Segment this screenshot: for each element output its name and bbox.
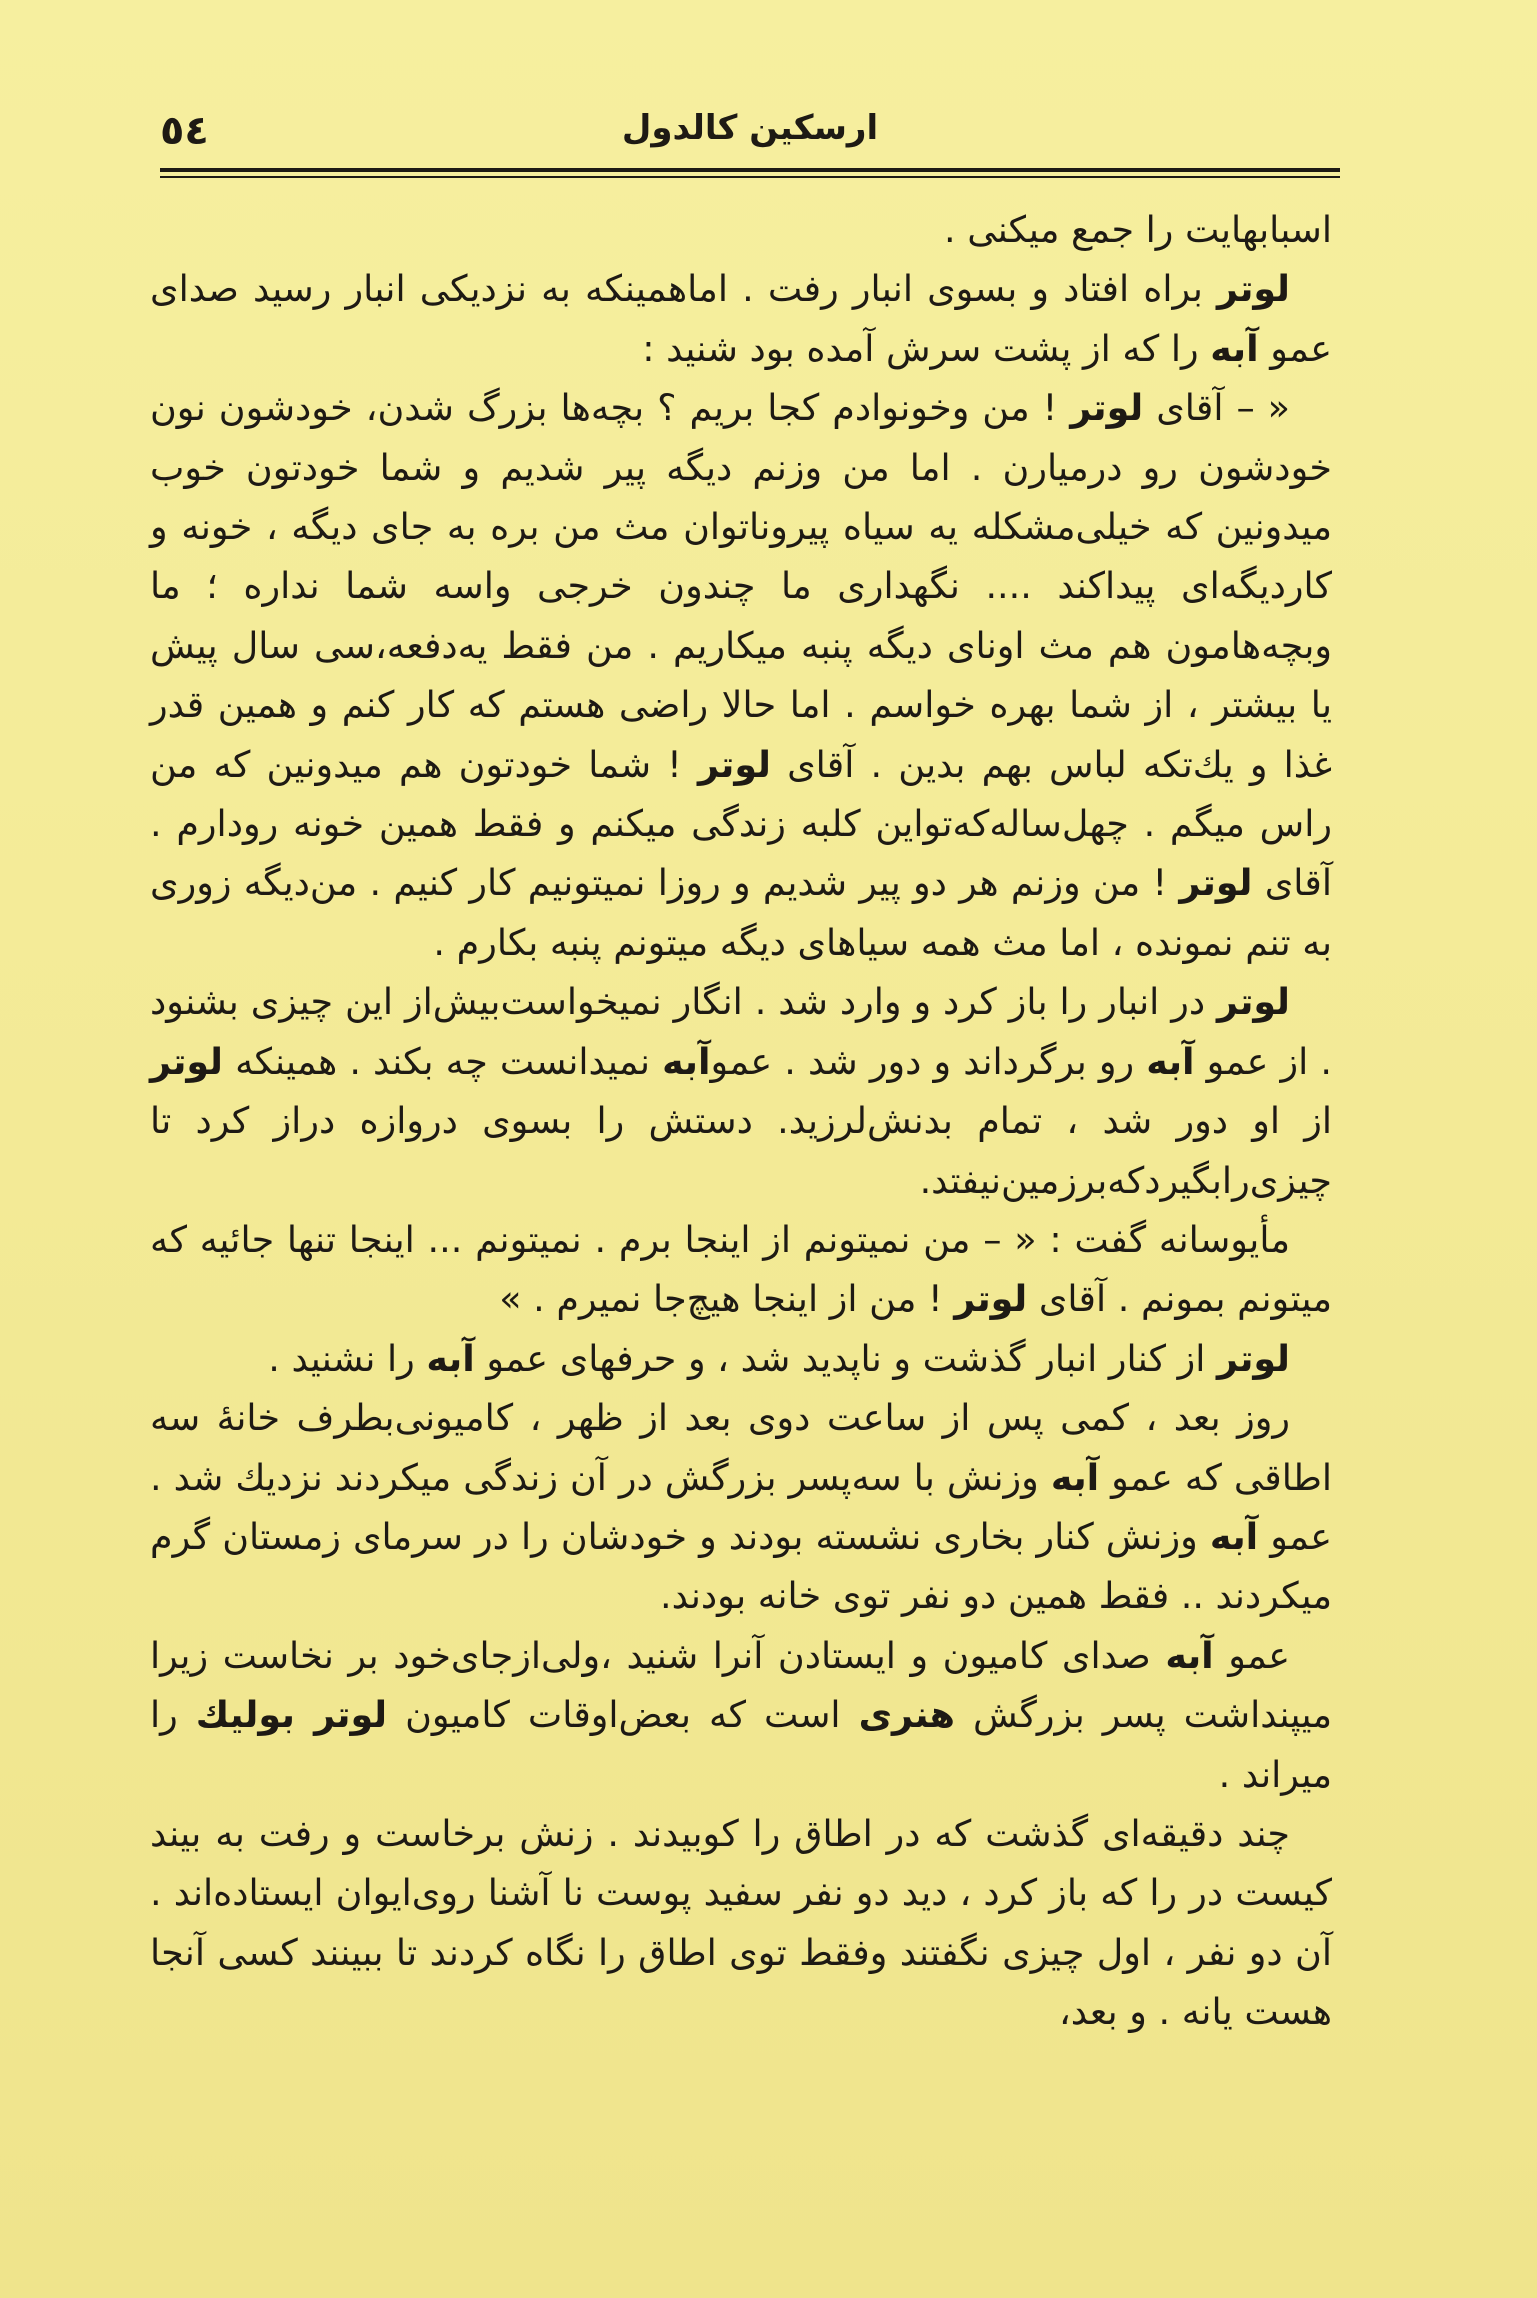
paragraph: مأیوسانه گفت : « – من نمیتونم از اینجا برم . نمیتونم ... اینجا تنها جائیه که میتونم بمونم . آقای لوتر ! من از اینجا هیچ‌جا نمیرم . » bbox=[150, 1217, 1332, 1321]
page-number: ٥٤ bbox=[160, 108, 209, 154]
paragraph: لوتر از کنار انبار گذشت و ناپدید شد ، و حرفهای عمو آبه را نشنید . bbox=[268, 1336, 1290, 1380]
paragraph: لوتر براه افتاد و بسوی انبار رفت . اماهمینکه به نزدیکی انبار رسید صدای عمو آبه را که از پشت سرش آمده بود شنید : bbox=[150, 267, 1332, 370]
header-rule-thick bbox=[160, 168, 1340, 172]
paragraph: چند دقیقه‌ای گذشت که در اطاق را کوبیدند . زنش برخاست و رفت به بیند کیست در را که باز کرد ، دید دو نفر سفید پوست نا آشنا روی‌ایوان ایستاده‌اند . آن دو نفر ، اول چیزی نگفتند وفقط توی اطاق را نگاه کردند تا ببینند کسی آنجا هست یانه . و بعد، bbox=[150, 1811, 1332, 2034]
book-title: ارسکین کالدول bbox=[621, 108, 879, 148]
paragraph: عمو آبه صدای کامیون و ایستادن آنرا شنید ،ولی‌ازجای‌خود بر نخاست زیرا میپنداشت پسر بزرگش هنری است که بعض‌اوقات کامیون لوتر بولیك را میراند . bbox=[150, 1633, 1332, 1796]
body-text bbox=[150, 200, 1332, 2042]
paragraph: لوتر در انبار را باز کرد و وارد شد . انگار نمیخواست‌بیش‌از این چیزی بشنود . از عمو آبه رو برگرداند و دور شد . عموآبه نمیدانست چه بکند . همینکه لوتر از او دور شد ، تمام بدنش‌لرزید. دستش را بسوی دروازه دراز کرد تا چیزی‌رابگیردکه‌برزمین‌نیفتد. bbox=[150, 980, 1333, 1202]
paragraph: روز بعد ، کمی پس از ساعت دوی بعد از ظهر ، کامیونی‌بطرف خانهٔ سه اطاقی که عمو آبه وزنش با سه‌پسر بزرگش در آن زندگی میکردند نزدیك شد . عمو آبه وزنش کنار بخاری نشسته بودند و خودشان را در سرمای زمستان گرم میکردند .. فقط همین دو نفر توی خانه بودند. bbox=[150, 1396, 1333, 1618]
header-rule-thin bbox=[160, 176, 1340, 178]
running-head bbox=[160, 108, 1340, 168]
paragraph: اسبابهایت را جمع میکنی . bbox=[944, 208, 1332, 251]
paragraph: « – آقای لوتر ! من وخونوادم کجا بریم ؟ بچه‌ها بزرگ شدن، خودشون نون خودشون رو درمیارن . اما من وزنم دیگه پیر شدیم و شما خودتون خوب میدونین که خیلی‌مشکله یه سیاه پیروناتوان مث من بره به جای دیگه ، خونه و کاردیگه‌ای پیداکند .... نگهداری ما چندون خرجی واسه شما نداره ؛ ما وبچه‌هامون هم مث اونای دیگه پنبه میکاریم . من فقط یه‌دفعه،سی سال پیش یا بیشتر ، از شما بهره خواسم . اما حالا راضی هستم که کار کنم و همین قدر غذا و یك‌تکه لباس بهم بدین . آقای لوتر ! شما خودتون هم میدونین که من راس میگم . چهل‌ساله‌که‌تواین کلبه زندگی میکنم و فقط همین خونه رودارم . آقای لوتر ! من وزنم هر دو پیر شدیم و روزا نمیتونیم کار کنیم . من‌دیگه زوری به تنم نمونده ، اما مث همه سیاهای دیگه میتونم پنبه بکارم . bbox=[150, 386, 1332, 964]
